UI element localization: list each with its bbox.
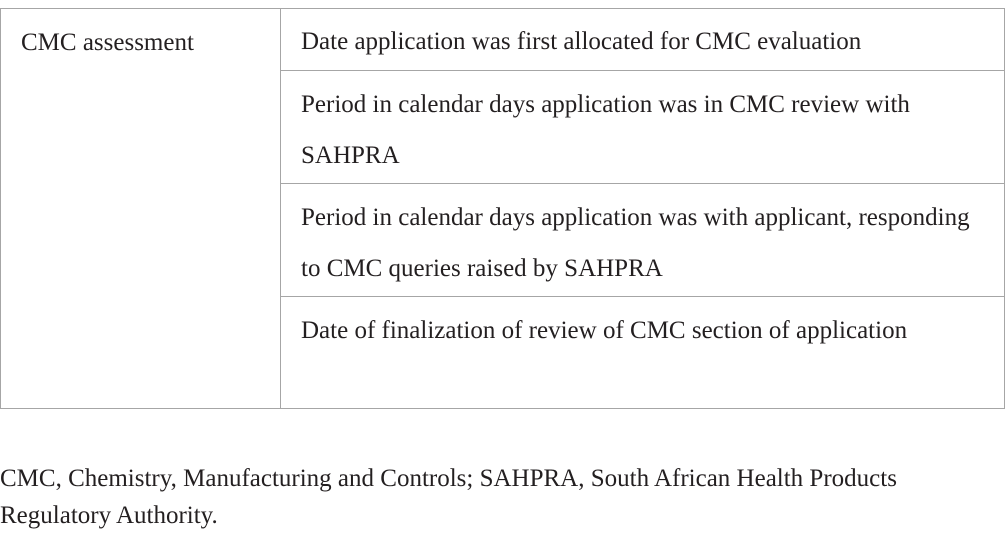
table-row [1,9,1005,71]
cmc-assessment-table [0,8,1005,409]
category-cell: CMC assessment [1,9,281,409]
table-cell: Date application was first allocated for CMC evaluation [281,9,1005,71]
table-cell: Period in calendar days application was in CMC review with SAHPRA [281,71,1005,184]
table-cell: Period in calendar days application was with applicant, responding to CMC queries raised by SAHPRA [281,184,1005,297]
table-cell: Date of finalization of review of CMC section of application [281,297,1005,409]
table-footnote: CMC, Chemistry, Manufacturing and Controls; SAHPRA, South African Health Products Regulatory Authority. [0,465,897,529]
